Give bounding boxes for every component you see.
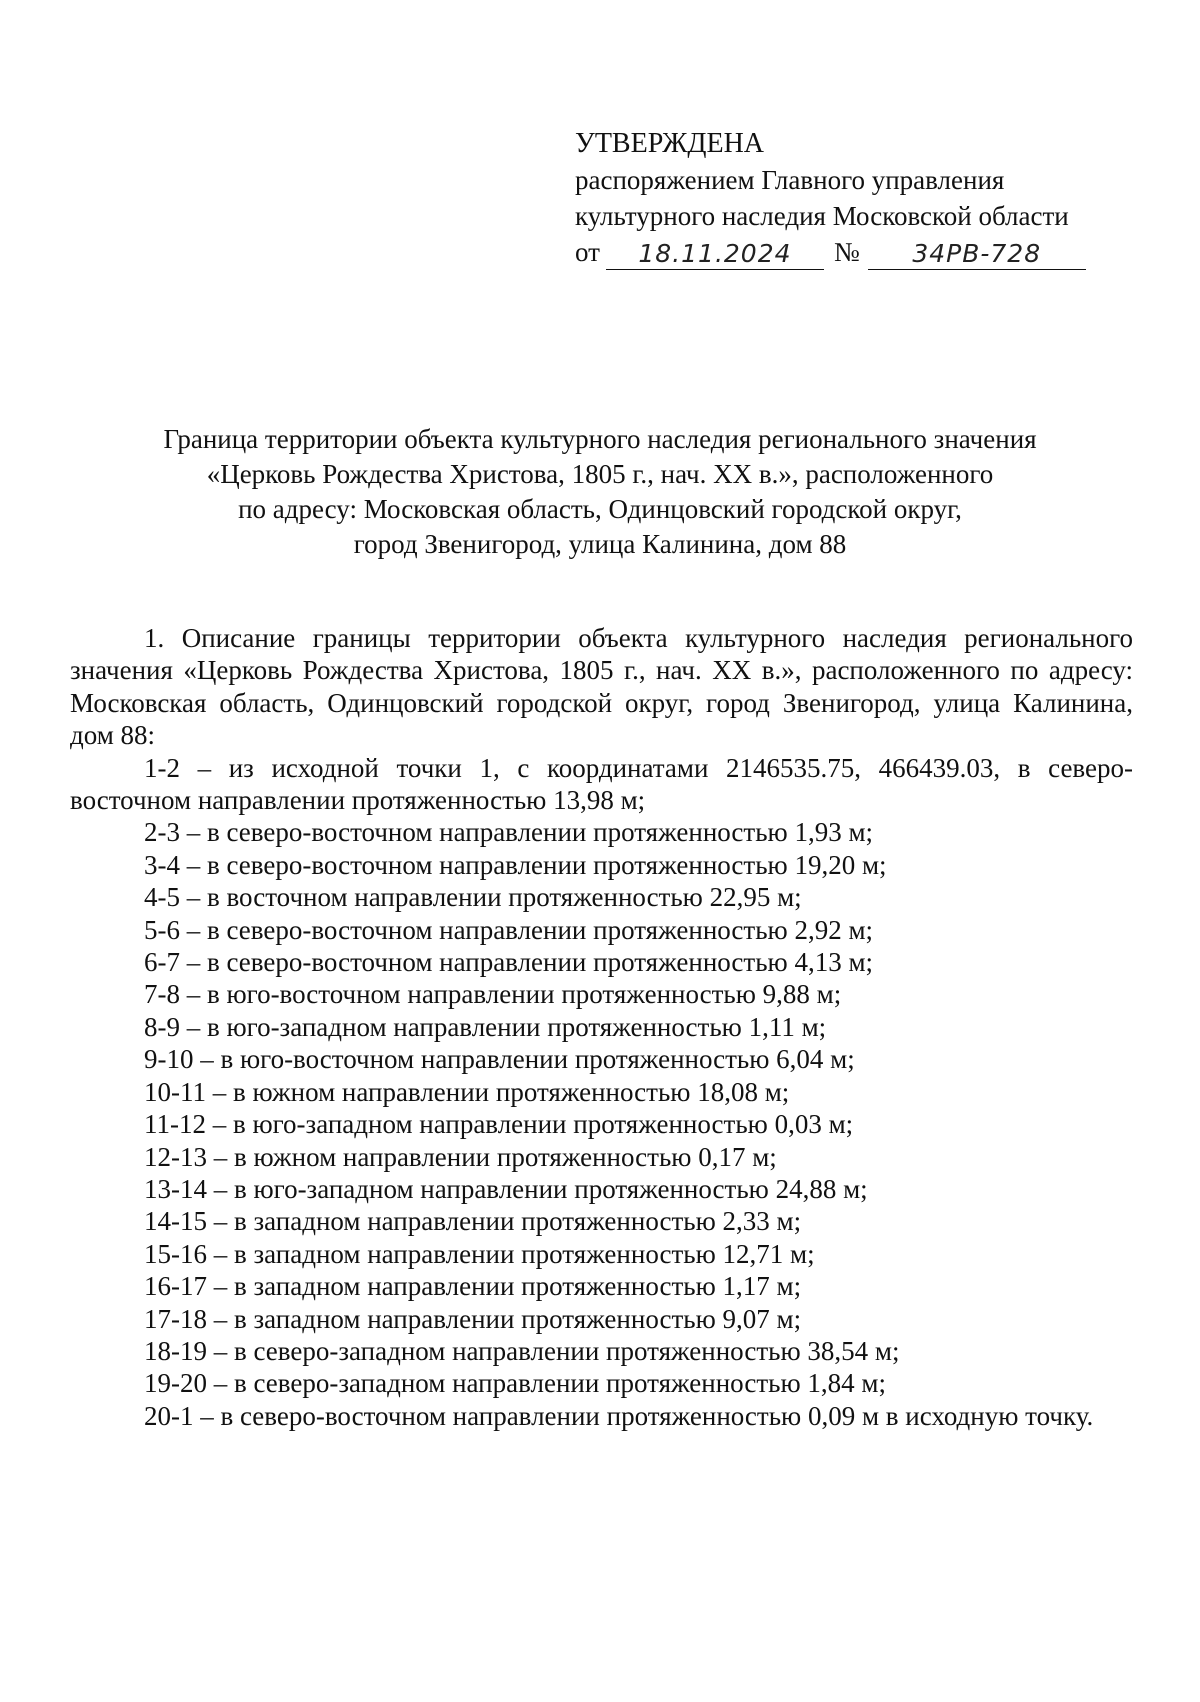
- segment-item: 5-6 – в северо-восточном направлении протяженностью 2,92 м;: [144, 914, 874, 945]
- title-line-2: «Церковь Рождества Христова, 1805 г., нач. XX в.», расположенного: [206, 459, 994, 489]
- segment-item: 20-1 – в северо-восточном направлении протяженностью 0,09 м в исходную точку.: [144, 1400, 1094, 1431]
- segment-item: 16-17 – в западном направлении протяженностью 1,17 м;: [144, 1271, 802, 1302]
- approval-line-1: распоряжением Главного управления: [575, 165, 1005, 195]
- description-paragraph: 1. Описание границы территории объекта культурного наследия регионального значения «Церковь Рождества Христова, 1805 г., нач. XX в.», расположенного по адресу: Московская область, Одинцовский городской округ, город Звенигород, улица Калинина, дом 88:: [70, 623, 1133, 751]
- handwritten-date: 18.11.2024: [606, 239, 824, 270]
- segment-item: 6-7 – в северо-восточном направлении протяженностью 4,13 м;: [144, 947, 874, 978]
- number-label: №: [833, 237, 860, 267]
- title-line-1: Граница территории объекта культурного наследия регионального значения: [163, 424, 1037, 454]
- segment-item: 2-3 – в северо-восточном направлении протяженностью 1,93 м;: [144, 817, 874, 848]
- segment-item: 11-12 – в юго-западном направлении протяженностью 0,03 м;: [144, 1109, 854, 1140]
- approval-date-number-line: [575, 234, 1135, 270]
- boundary-description: [70, 622, 1133, 1432]
- from-label: от: [575, 237, 600, 267]
- title-line-3: по адресу: Московская область, Одинцовский городской округ,: [238, 494, 962, 524]
- segment-item: 1-2 – из исходной точки 1, с координатами 2146535.75, 466439.03, в северо-восточном направлении протяженностью 13,98 м;: [70, 752, 1133, 816]
- segment-item: 19-20 – в северо-западном направлении протяженностью 1,84 м;: [144, 1368, 886, 1399]
- approval-heading: УТВЕРЖДЕНА: [575, 128, 765, 159]
- segment-item: 9-10 – в юго-восточном направлении протяженностью 6,04 м;: [144, 1044, 855, 1075]
- segment-item: 14-15 – в западном направлении протяженностью 2,33 м;: [144, 1206, 802, 1237]
- segment-item: 17-18 – в западном направлении протяженностью 9,07 м;: [144, 1303, 802, 1334]
- segment-item: 18-19 – в северо-западном направлении протяженностью 38,54 м;: [144, 1335, 900, 1366]
- approval-block: [575, 126, 1135, 270]
- segment-item: 8-9 – в юго-западном направлении протяженностью 1,11 м;: [144, 1011, 827, 1042]
- segment-item: 10-11 – в южном направлении протяженностью 18,08 м;: [144, 1076, 790, 1107]
- segment-item: 13-14 – в юго-западном направлении протяженностью 24,88 м;: [144, 1173, 868, 1204]
- segment-item: 12-13 – в южном направлении протяженностью 0,17 м;: [144, 1141, 777, 1172]
- handwritten-number: 34РВ-728: [868, 239, 1086, 270]
- title-line-4: город Звенигород, улица Калинина, дом 88: [353, 529, 847, 559]
- segment-item: 3-4 – в северо-восточном направлении протяженностью 19,20 м;: [144, 849, 887, 880]
- segment-item: 4-5 – в восточном направлении протяженностью 22,95 м;: [144, 882, 802, 913]
- segment-item: 15-16 – в западном направлении протяженностью 12,71 м;: [144, 1238, 815, 1269]
- approval-line-2: культурного наследия Московской области: [575, 201, 1069, 231]
- document-title: [60, 422, 1140, 562]
- segment-item: 7-8 – в юго-восточном направлении протяженностью 9,88 м;: [144, 979, 842, 1010]
